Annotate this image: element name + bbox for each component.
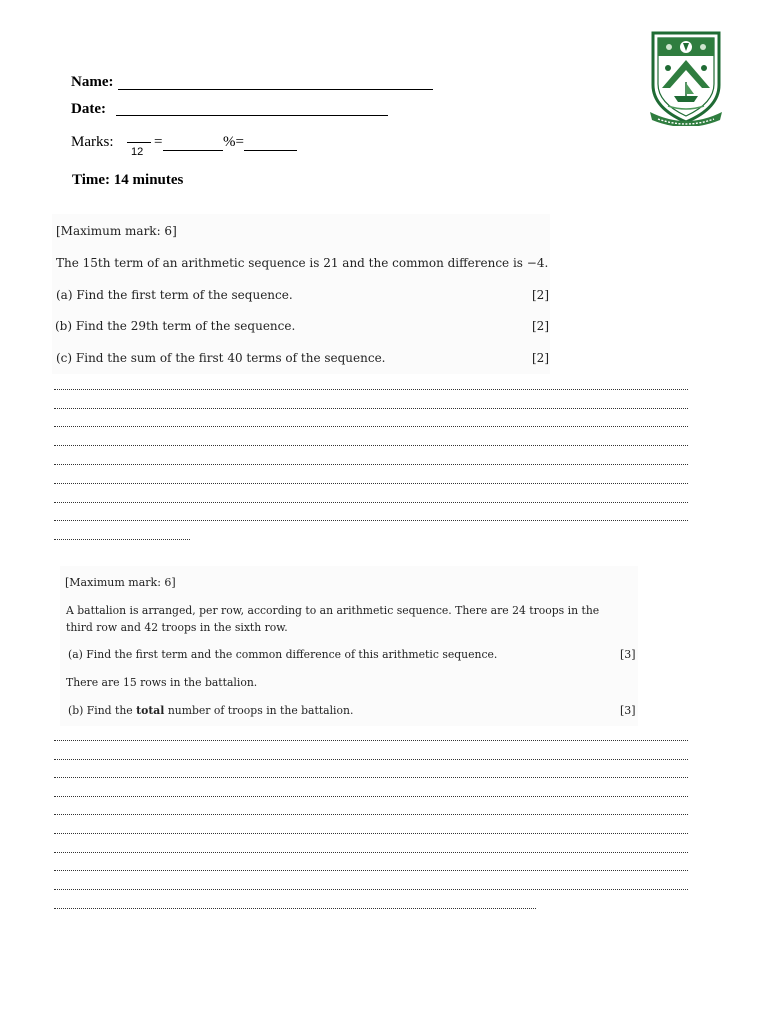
answer-line[interactable] [54, 889, 688, 890]
question2-part-a: (a) Find the first term and the common difference of this arithmetic sequence. [68, 648, 498, 661]
date-label: Date: [71, 101, 106, 117]
answer-line[interactable] [54, 852, 688, 853]
question1-stem: The 15th term of an arithmetic sequence is 21 and the common difference is −4. [56, 256, 549, 270]
question2-part-b-prefix: (b) Find the [68, 704, 137, 717]
answer-line[interactable] [54, 833, 688, 834]
question1-part-b-marks: [2] [532, 319, 549, 333]
question2-part-b-suffix: number of troops in the battalion. [164, 704, 354, 717]
date-field[interactable] [116, 115, 388, 116]
answer-line[interactable] [54, 389, 688, 390]
question2-stem: A battalion is arranged, per row, according to an arithmetic sequence. There are 24 troops in the third row and 42 troops in the sixth row. [66, 604, 600, 634]
time-label: Time: 14 minutes [72, 172, 184, 188]
question2-max-mark: [Maximum mark: 6] [65, 576, 176, 589]
question1-max-mark: [Maximum mark: 6] [56, 224, 177, 238]
marks-percent: %= [223, 134, 244, 150]
answer-line[interactable] [54, 483, 688, 484]
answer-line[interactable] [54, 870, 688, 871]
marks-denominator: 12 [131, 146, 144, 158]
answer-line[interactable] [54, 796, 688, 797]
answer-line[interactable] [54, 502, 688, 503]
marks-equals: = [154, 134, 163, 150]
question1-part-a: (a) Find the first term of the sequence. [56, 288, 293, 302]
answer-line[interactable] [54, 539, 190, 540]
marks-fraction-bar[interactable] [127, 142, 151, 143]
name-label: Name: [71, 74, 114, 90]
answer-line[interactable] [54, 426, 688, 427]
question1-part-c: (c) Find the sum of the first 40 terms of the sequence. [56, 351, 386, 365]
marks-grade-field[interactable] [244, 150, 297, 151]
marks-score-field[interactable] [163, 150, 223, 151]
question2-part-a-marks: [3] [620, 648, 636, 661]
answer-line[interactable] [54, 445, 688, 446]
answer-line[interactable] [54, 408, 688, 409]
answer-line[interactable] [54, 464, 688, 465]
answer-line[interactable] [54, 814, 688, 815]
answer-line[interactable] [54, 759, 688, 760]
answer-line[interactable] [54, 908, 536, 909]
school-crest-logo [648, 30, 724, 126]
question1-part-c-marks: [2] [532, 351, 549, 365]
answer-line[interactable] [54, 520, 688, 521]
marks-label: Marks: [71, 134, 114, 150]
question1-part-b: (b) Find the 29th term of the sequence. [55, 319, 296, 333]
answer-line[interactable] [54, 740, 688, 741]
question2-part-b [68, 704, 353, 717]
answer-line[interactable] [54, 777, 688, 778]
question2-info: There are 15 rows in the battalion. [66, 676, 258, 689]
question2-part-b-emphasis: total [136, 704, 165, 717]
name-field[interactable] [118, 89, 433, 90]
question2-part-b-marks: [3] [620, 704, 636, 717]
question2-panel [60, 566, 638, 726]
question1-part-a-marks: [2] [532, 288, 549, 302]
